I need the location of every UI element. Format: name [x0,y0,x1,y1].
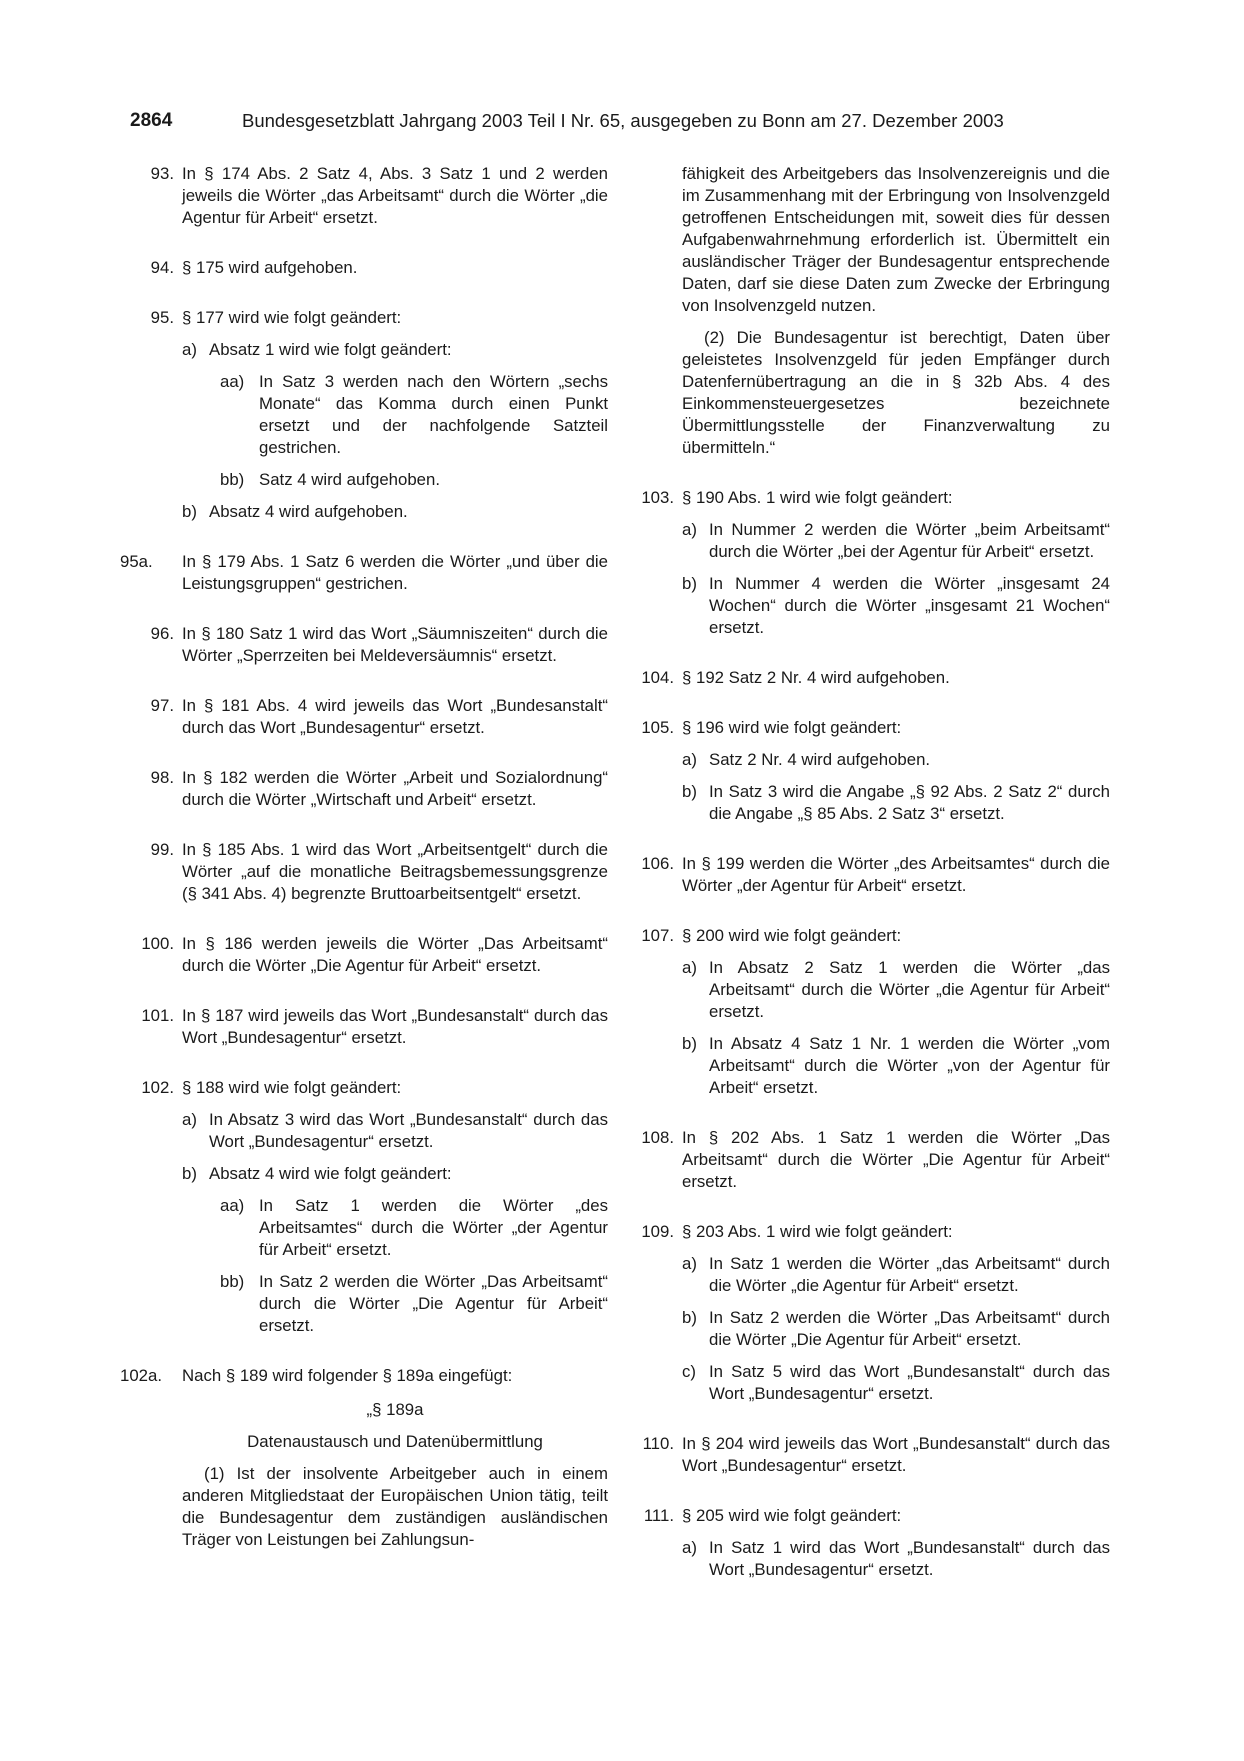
item-text: In § 199 werden die Wörter „des Arbeitsamtes“ durch die Wörter „der Agentur für Arbeit“ ersetzt. [682,854,1110,895]
list-item-93 [130,163,608,229]
item-text: In § 181 Abs. 4 wird jeweils das Wort „Bundesanstalt“ durch das Wort „Bundesagentur“ ersetzt. [182,696,608,737]
sub-text: In Satz 1 werden die Wörter „das Arbeitsamt“ durch die Wörter „die Agentur für Arbeit“ ersetzt. [709,1254,1110,1295]
item-number: 100. [141,934,174,953]
item-text: In § 185 Abs. 1 wird das Wort „Arbeitsentgelt“ durch die Wörter „auf die monatliche Beitragsbemessungsgrenze (§ 341 Abs. 4) begrenzte Bruttoarbeitsentgelt“ ersetzt. [182,840,608,903]
item-number: 107. [641,926,674,945]
sub-sub-item-aa [220,1195,608,1261]
item-text: § 190 Abs. 1 wird wie folgt geändert: [682,488,953,507]
inserted-section-heading: Datenaustausch und Datenübermittlung [247,1432,543,1451]
item-text: In § 204 wird jeweils das Wort „Bundesanstalt“ durch das Wort „Bundesagentur“ ersetzt. [682,1434,1110,1475]
list-item-108 [630,1127,1110,1193]
item-text: § 175 wird aufgehoben. [182,258,358,277]
item-text: § 200 wird wie folgt geändert: [682,926,902,945]
sub-label: b) [682,574,697,593]
item-number: 109. [641,1222,674,1241]
list-item-103 [630,487,1110,639]
sub-label: b) [182,502,197,521]
sub-item-b [182,501,608,523]
sub-label: a) [182,340,197,359]
sub-text: Absatz 4 wird aufgehoben. [209,502,408,521]
item-text: In § 182 werden die Wörter „Arbeit und Sozialordnung“ durch die Wörter „Wirtschaft und Arbeit“ ersetzt. [182,768,608,809]
sub-text: In Absatz 3 wird das Wort „Bundesanstalt“ durch das Wort „Bundesagentur“ ersetzt. [209,1110,608,1151]
list-item-99 [130,839,608,905]
sub-item-b [682,573,1110,639]
sub-text: In Satz 3 wird die Angabe „§ 92 Abs. 2 Satz 2“ durch die Angabe „§ 85 Abs. 2 Satz 3“ ersetzt. [709,782,1110,823]
item-text: In § 180 Satz 1 wird das Wort „Säumniszeiten“ durch die Wörter „Sperrzeiten bei Meldeversäumnis“ ersetzt. [182,624,608,665]
sub-label: b) [182,1164,197,1183]
sub-label: b) [682,1308,697,1327]
sub-item-a [682,519,1110,563]
sub-label: b) [682,782,697,801]
item-text: § 203 Abs. 1 wird wie folgt geändert: [682,1222,953,1241]
sub-item-a [682,749,1110,771]
page-header [130,110,1115,140]
item-text: § 188 wird wie folgt geändert: [182,1078,402,1097]
item-number: 102. [141,1078,174,1097]
sub-sub-item-aa [220,371,608,459]
item-number: 110. [642,1434,674,1453]
list-item-97 [130,695,608,739]
item-number: 111. [643,1506,674,1525]
sub-text: In Satz 1 wird das Wort „Bundesanstalt“ durch das Wort „Bundesagentur“ ersetzt. [709,1538,1110,1579]
list-item-95a [120,551,608,595]
inserted-paragraph-2: (2) Die Bundesagentur ist berechtigt, Daten über geleistetes Insolvenzgeld für jeden Empfänger durch Datenfernübertragung an die in § 32b Abs. 4 des Einkommensteuergesetzes bezeichnete Übermittlungsstelle der Finanzverwaltung zu übermitteln.“ [682,328,1110,457]
item-text: In § 179 Abs. 1 Satz 6 werden die Wörter „und über die Leistungsgruppen“ gestrichen. [182,552,608,593]
list-item-102 [130,1077,608,1337]
item-number: 95a. [120,552,153,571]
item-text: In § 187 wird jeweils das Wort „Bundesanstalt“ durch das Wort „Bundesagentur“ ersetzt. [182,1006,608,1047]
item-text: § 192 Satz 2 Nr. 4 wird aufgehoben. [682,668,950,687]
sub-item-b [682,1307,1110,1351]
item-text: § 177 wird wie folgt geändert: [182,308,402,327]
sub-item-a [682,1253,1110,1297]
sub-sub-item-bb [220,469,608,491]
sub-label: bb) [220,1272,245,1291]
item-text: § 196 wird wie folgt geändert: [682,718,902,737]
sub-text: In Nummer 4 werden die Wörter „insgesamt 24 Wochen“ durch die Wörter „insgesamt 21 Wochen“ ersetzt. [709,574,1110,637]
right-column [630,163,1110,1581]
item-text: In § 174 Abs. 2 Satz 4, Abs. 3 Satz 1 und 2 werden jeweils die Wörter „das Arbeitsamt“ durch die Wörter „die Agentur für Arbeit“ ersetzt. [182,164,608,227]
item-number: 97. [150,696,174,715]
list-item-94 [130,257,608,279]
item-number: 103. [641,488,674,507]
list-item-107 [630,925,1110,1099]
sub-label: b) [682,1034,697,1053]
item-number: 102a. [120,1366,162,1385]
list-item-95 [130,307,608,523]
item-number: 108. [641,1128,674,1147]
list-item-100 [130,933,608,977]
list-item-96 [130,623,608,667]
sub-text: Absatz 1 wird wie folgt geändert: [209,340,452,359]
list-item-110 [630,1433,1110,1477]
sub-label: bb) [220,470,245,489]
sub-label: a) [682,958,697,977]
sub-item-a [682,957,1110,1023]
item-text: In § 202 Abs. 1 Satz 1 werden die Wörter „Das Arbeitsamt“ durch die Wörter „Die Agentur für Arbeit“ ersetzt. [682,1128,1110,1191]
sub-text: Absatz 4 wird wie folgt geändert: [209,1164,452,1183]
sub-text: Satz 4 wird aufgehoben. [259,470,440,489]
item-number: 96. [150,624,174,643]
item-number: 98. [150,768,174,787]
list-item-106 [630,853,1110,897]
list-item-102a [120,1365,608,1551]
item-text: § 205 wird wie folgt geändert: [682,1506,902,1525]
header-title: Bundesgesetzblatt Jahrgang 2003 Teil I Nr. 65, ausgegeben zu Bonn am 27. Dezember 2003 [242,110,1004,131]
sub-text: In Satz 2 werden die Wörter „Das Arbeitsamt“ durch die Wörter „Die Agentur für Arbeit“ ersetzt. [709,1308,1110,1349]
list-item-101 [130,1005,608,1049]
list-item-105 [630,717,1110,825]
sub-label: a) [682,1254,697,1273]
sub-text: In Nummer 2 werden die Wörter „beim Arbeitsamt“ durch die Wörter „bei der Agentur für Arbeit“ ersetzt. [709,520,1110,561]
list-item-98 [130,767,608,811]
item-number: 101. [141,1006,174,1025]
sub-label: aa) [220,1196,245,1215]
sub-item-c [682,1361,1110,1405]
sub-text: In Absatz 2 Satz 1 werden die Wörter „das Arbeitsamt“ durch die Wörter „die Agentur für Arbeit“ ersetzt. [709,958,1110,1021]
sub-item-a [682,1537,1110,1581]
sub-item-b [682,1033,1110,1099]
sub-label: a) [682,750,697,769]
sub-text: Satz 2 Nr. 4 wird aufgehoben. [709,750,931,769]
sub-text: In Satz 2 werden die Wörter „Das Arbeitsamt“ durch die Wörter „Die Agentur für Arbeit“ ersetzt. [259,1272,608,1335]
sub-label: a) [682,520,697,539]
item-number: 93. [150,164,174,183]
list-item-111 [630,1505,1110,1581]
item-number: 95. [150,308,174,327]
sub-item-a [182,339,608,361]
sub-item-b [182,1163,608,1185]
inserted-section-number: „§ 189a [366,1400,424,1419]
list-item-109 [630,1221,1110,1405]
sub-item-a [182,1109,608,1153]
sub-label: a) [682,1538,697,1557]
sub-sub-item-bb [220,1271,608,1337]
item-text: In § 186 werden jeweils die Wörter „Das Arbeitsamt“ durch die Wörter „Die Agentur für Arbeit“ ersetzt. [182,934,608,975]
sub-label: c) [682,1362,696,1381]
item-number: 99. [150,840,174,859]
sub-text: In Satz 5 wird das Wort „Bundesanstalt“ durch das Wort „Bundesagentur“ ersetzt. [709,1362,1110,1403]
item-number: 94. [150,258,174,277]
sub-text: In Satz 1 werden die Wörter „des Arbeitsamtes“ durch die Wörter „der Agentur für Arbeit“ ersetzt. [259,1196,608,1259]
paragraph-continuation: fähigkeit des Arbeitgebers das Insolvenzereignis und die im Zusammenhang mit der Erbringung von Insolvenzgeld getroffenen Entscheidungen mit, soweit dies für dessen Aufgabenwahrnehmung erforderlich ist. Übermittelt ein ausländischer Träger der Bundesagentur entsprechende Daten, darf sie diese Daten zum Zwecke der Erbringung von Insolvenzgeld nutzen. [682,164,1110,315]
item-number: 106. [641,854,674,873]
page-number: 2864 [130,110,173,131]
sub-text: In Satz 3 werden nach den Wörtern „sechs Monate“ das Komma durch einen Punkt ersetzt und der nachfolgende Satzteil gestrichen. [259,372,608,457]
item-text: Nach § 189 wird folgender § 189a eingefügt: [182,1366,513,1385]
item-number: 104. [641,668,674,687]
sub-text: In Absatz 4 Satz 1 Nr. 1 werden die Wörter „vom Arbeitsamt“ durch die Wörter „von der Agentur für Arbeit“ ersetzt. [709,1034,1110,1097]
item-number: 105. [641,718,674,737]
sub-label: a) [182,1110,197,1129]
left-column [120,163,608,1551]
sub-label: aa) [220,372,245,391]
inserted-paragraph-1: (1) Ist der insolvente Arbeitgeber auch in einem anderen Mitgliedstaat der Europäischen Union tätig, teilt die Bundesagentur dem zuständigen ausländischen Träger von Leistungen bei Zahlungsun- [182,1464,608,1549]
sub-item-b [682,781,1110,825]
list-item-104 [630,667,1110,689]
